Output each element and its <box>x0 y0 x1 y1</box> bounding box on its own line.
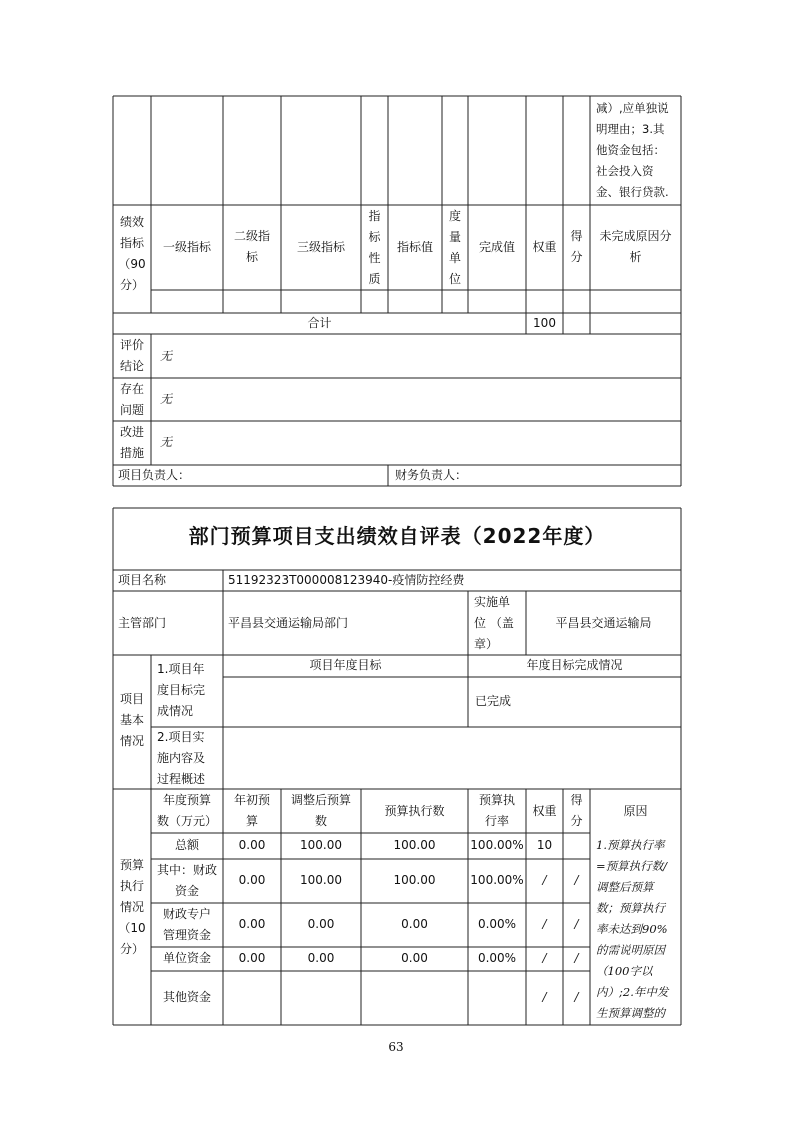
annual-goal-header: 项目年度目标 <box>309 658 382 672</box>
header-score: 得 分 <box>570 229 583 264</box>
project-name-value: 51192323T000008123940-疫情防控经费 <box>228 573 465 587</box>
header-indicator-value: 指标值 <box>396 240 433 254</box>
note-line: 明理由；3.其 <box>596 122 665 136</box>
budget-execution-label: 预算 执行 情况 （10 分） <box>118 858 146 956</box>
note-line: 社会投入资 <box>596 164 654 178</box>
form-title: 部门预算项目支出绩效自评表（2022年度） <box>188 524 606 548</box>
budget-header-executed: 预算执行数 <box>384 804 445 818</box>
implementation-process-label: 2.项目实 施内容及 过程概述 <box>157 730 206 786</box>
header-completed-value: 完成值 <box>478 240 515 254</box>
header-level3-indicator: 三级指标 <box>296 240 345 254</box>
annual-goal-label: 1.项目年 度目标完 成情况 <box>157 662 206 718</box>
funding-note-cell <box>596 98 680 203</box>
implementing-unit-value: 平昌县交通运输局 <box>555 616 652 630</box>
goal-completion-status: 已完成 <box>475 694 512 708</box>
budget-row-special-account: 财政专户 管理资金 0.00 0.00 0.00 0.00% / / <box>162 907 579 942</box>
header-level1-indicator: 一级指标 <box>162 240 211 254</box>
implementing-unit-label: 实施单 位 （盖 章） <box>474 595 514 651</box>
header-indicator-nature: 指 标 性 质 <box>368 209 381 286</box>
budget-header-initial: 年初预 算 <box>233 793 270 828</box>
total-weight: 100 <box>533 316 556 330</box>
improvement-label: 改进 措施 <box>119 425 144 460</box>
page-number: 63 <box>388 1040 404 1054</box>
evaluation-value: 无 <box>160 349 173 363</box>
basic-info-label: 项目 基本 情况 <box>119 692 144 748</box>
project-name-label: 项目名称 <box>118 573 167 587</box>
header-weight: 权重 <box>532 240 557 254</box>
dept-value: 平昌县交通运输局部门 <box>228 616 349 630</box>
problems-value: 无 <box>160 392 173 406</box>
budget-header-amount: 年度预算 数（万元） <box>156 793 217 828</box>
evaluation-label: 评价 结论 <box>119 338 144 373</box>
budget-row-total: 总额 0.00 100.00 100.00 100.00% 10 <box>174 838 553 852</box>
finance-leader-label: 财务负责人： <box>395 468 468 482</box>
total-label: 合计 <box>307 316 332 330</box>
budget-header-adjusted: 调整后预算 数 <box>290 793 351 828</box>
improvement-value: 无 <box>160 435 173 449</box>
header-level2-indicator: 二级指 标 <box>233 229 270 264</box>
budget-row-unit-funds: 单位资金 0.00 0.00 0.00 0.00% / / <box>162 951 579 965</box>
header-measurement-unit: 度 量 单 位 <box>448 209 461 286</box>
budget-reason-note: 1.预算执行率 =预算执行数/ 调整后预算 数；预算执行 率未达到90% 的需说明原因 （100字以 内）;2.年中发 生预算调整的 <box>596 838 669 1020</box>
goal-completion-header: 年度目标完成情况 <box>526 658 623 672</box>
problems-label: 存在 问题 <box>119 382 144 417</box>
budget-header-score: 得 分 <box>570 793 583 828</box>
project-leader-label: 项目负责人： <box>118 468 191 482</box>
performance-indicators-label: 绩效 指标 （90 分） <box>118 215 146 292</box>
budget-header-rate: 预算执 行率 <box>478 793 515 828</box>
budget-row-fiscal: 其中：财政 资金 0.00 100.00 100.00 100.00% / / <box>156 863 579 898</box>
note-line: 他资金包括： <box>596 143 665 157</box>
note-line: 减）,应单独说 <box>596 101 669 115</box>
budget-header-reason: 原因 <box>623 804 648 818</box>
budget-row-other-funds: 其他资金 / / <box>162 990 579 1004</box>
dept-label: 主管部门 <box>118 616 167 630</box>
header-incomplete-reason: 未完成原因分 析 <box>599 229 672 264</box>
note-line: 金、银行贷款. <box>596 185 669 199</box>
budget-header-weight: 权重 <box>532 804 557 818</box>
